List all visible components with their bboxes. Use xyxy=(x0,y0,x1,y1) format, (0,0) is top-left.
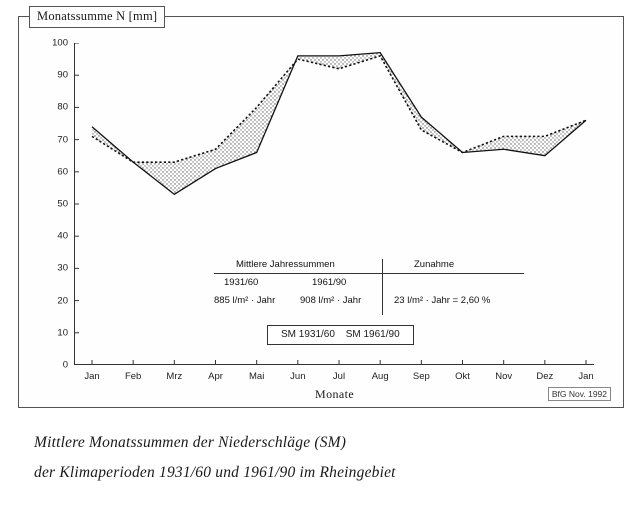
x-axis-caption: Monate xyxy=(315,387,355,401)
summary-header-right: Zunahme xyxy=(414,259,455,270)
x-tick-label: Mrz xyxy=(166,371,183,382)
series-difference-band xyxy=(92,53,586,195)
y-axis-tick-labels xyxy=(40,37,68,371)
y-tick-label: 20 xyxy=(57,295,68,307)
x-tick-label: Mai xyxy=(249,371,265,382)
summary-value-row xyxy=(214,295,524,313)
summary-period-1: 1931/60 xyxy=(224,277,259,288)
plot-svg xyxy=(74,43,594,365)
y-tick-label: 50 xyxy=(57,198,68,210)
summary-increase: 23 l/m² · Jahr = 2,60 % xyxy=(394,295,491,306)
plot-area xyxy=(52,37,594,382)
y-tick-label: 10 xyxy=(57,327,68,339)
summary-value-1: 885 l/m² · Jahr xyxy=(214,295,276,306)
y-axis-title: Monatssumme N [mm] xyxy=(29,6,165,28)
x-tick-label: Jan xyxy=(84,371,100,382)
legend-box xyxy=(267,325,414,345)
y-tick-label: 90 xyxy=(57,69,68,81)
y-tick-label: 60 xyxy=(57,166,68,178)
y-tick-label: 0 xyxy=(62,359,68,371)
summary-period-row xyxy=(214,277,524,295)
x-tick-label: Sep xyxy=(412,371,430,382)
y-tick-label: 70 xyxy=(57,134,68,146)
y-tick-label: 40 xyxy=(57,230,68,242)
x-axis-tick-labels xyxy=(74,371,594,387)
x-tick-label: Aug xyxy=(371,371,389,382)
caption-line-2: der Klimaperioden 1931/60 und 1961/90 im Rheingebiet xyxy=(34,464,396,481)
credit-label: BfG Nov. 1992 xyxy=(548,387,611,401)
x-tick-label: Nov xyxy=(495,371,513,382)
x-tick-label: Feb xyxy=(124,371,142,382)
legend-entry-2: SM 1961/90 xyxy=(345,329,400,340)
x-tick-label: Apr xyxy=(208,371,223,382)
figure-caption xyxy=(34,428,594,488)
summary-value-2: 908 l/m² · Jahr xyxy=(300,295,362,306)
y-tick-label: 30 xyxy=(57,262,68,274)
x-tick-label: Dez xyxy=(536,371,554,382)
x-tick-label: Okt xyxy=(455,371,470,382)
legend-entry-1: SM 1931/60 xyxy=(281,329,335,340)
x-tick-label: Jul xyxy=(332,371,346,382)
summary-period-2: 1961/90 xyxy=(312,277,347,288)
summary-header-row xyxy=(214,259,524,277)
summary-header-left: Mittlere Jahressummen xyxy=(236,259,335,270)
x-tick-label: Jun xyxy=(290,371,306,382)
caption-line-1: Mittlere Monatssummen der Niederschläge (SM) xyxy=(34,434,347,451)
chart-plate xyxy=(18,9,624,408)
summary-table xyxy=(214,259,524,313)
y-tick-label: 100 xyxy=(52,37,68,49)
y-tick-label: 80 xyxy=(57,101,68,113)
x-tick-label: Jan xyxy=(578,371,594,382)
